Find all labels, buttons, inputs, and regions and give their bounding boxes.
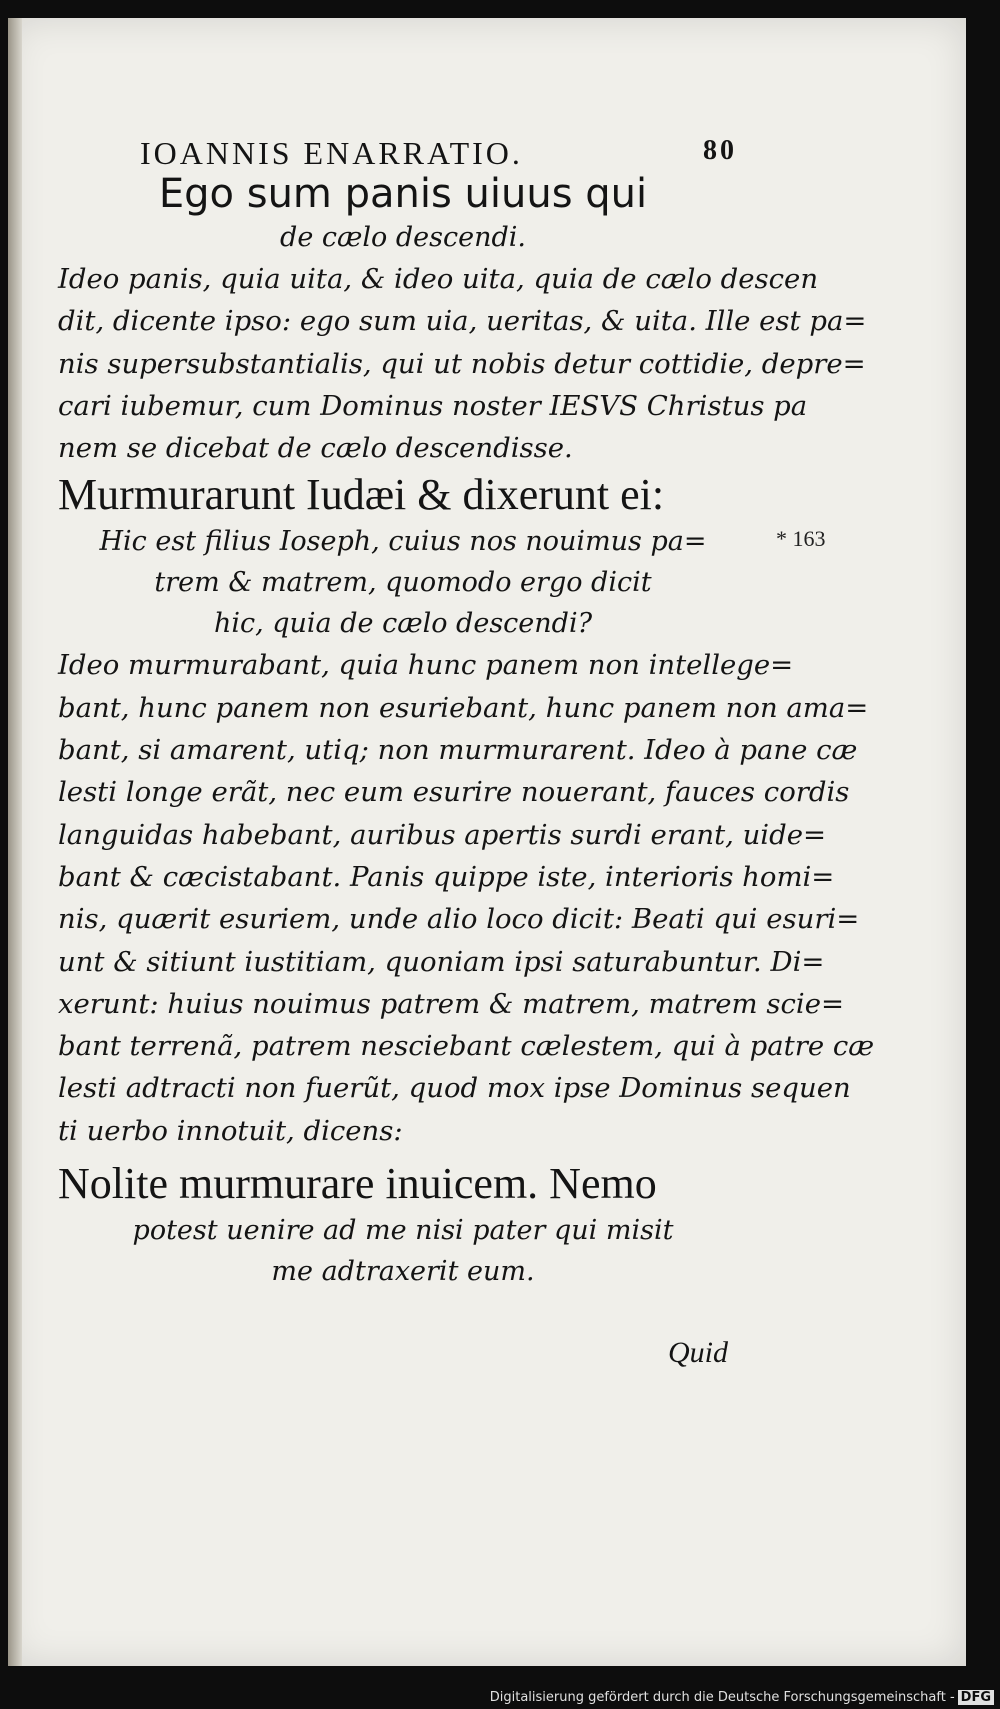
text-line: bant & cæcistabant. Panis quippe iste, interioris homi= — [58, 860, 835, 893]
commentary-paragraph — [58, 258, 867, 469]
dfg-logo: DFG — [958, 1690, 994, 1705]
lemma-continuation: Hic est filius Ioseph, cuius nos nouimus pa= — [99, 526, 707, 558]
catchword: Quid — [668, 1336, 728, 1369]
margin-note: * 163 — [776, 526, 826, 551]
lemma-continuation: de cælo descendi. — [280, 222, 526, 253]
lemma-continuation: trem & matrem, quomodo ergo dicit — [154, 567, 652, 599]
text-line: bant, hunc panem non esuriebant, hunc panem non ama= — [58, 691, 869, 724]
lemma-heading: Ego sum panis uiuus qui — [158, 171, 648, 217]
credit-text: Digitalisierung gefördert durch die Deutsche Forschungsgemeinschaft - — [489, 1690, 955, 1705]
book-page — [8, 18, 966, 1666]
text-line: Ideo murmurabant, quia hunc panem non intellege= — [58, 649, 794, 682]
folio-number: 80 — [703, 135, 737, 166]
text-line: Ideo panis, quia uita, & ideo uita, quia de cælo descen — [58, 263, 819, 295]
text-line: nem se dicebat de cælo descendisse. — [58, 432, 573, 465]
text-line: cari iubemur, cum Dominus noster IESVS Christus pa — [58, 389, 808, 422]
digitization-credit — [490, 1690, 994, 1705]
text-line: bant, si amarent, utiq; non murmurarent. Ideo à pane cæ — [58, 734, 858, 767]
text-line: nis supersubstantialis, qui ut nobis detur cottidie, depre= — [58, 347, 866, 380]
text-line: lesti longe erãt, nec eum esurire nouerant, fauces cordis — [58, 776, 850, 809]
lemma-heading: Murmurarunt Iudæi & dixerunt ei: — [58, 470, 665, 520]
text-line: nis, quærit esuriem, unde alio loco dicit: Beati qui esuri= — [58, 903, 860, 936]
text-line: dit, dicente ipso: ego sum uia, ueritas, & uita. Ille est pa= — [58, 305, 867, 338]
text-line: lesti adtracti non fuerũt, quod mox ipse Dominus sequen — [58, 1072, 851, 1105]
lemma-continuation: potest uenire ad me nisi pater qui misit — [132, 1215, 674, 1247]
lemma-continuation: me adtraxerit eum. — [271, 1256, 535, 1288]
commentary-paragraph — [58, 644, 875, 1152]
text-line: xerunt: huius nouimus patrem & matrem, matrem scie= — [58, 987, 845, 1020]
text-line: ti uerbo innotuit, dicens: — [58, 1114, 403, 1147]
running-head — [58, 123, 748, 171]
text-line: languidas habebant, auribus apertis surdi erant, uide= — [58, 818, 827, 851]
lemma-continuation: hic, quia de cælo descendi? — [213, 608, 593, 640]
lemma-heading: Nolite murmurare inuicem. Nemo — [58, 1159, 657, 1209]
running-title: IOANNIS ENARRATIO. — [140, 135, 523, 171]
page-gutter — [8, 18, 22, 1666]
text-line: unt & sitiunt iustitiam, quoniam ipsi saturabuntur. Di= — [58, 945, 825, 978]
text-line: bant terrenã, patrem nesciebant cælestem, qui à patre cæ — [58, 1030, 875, 1063]
